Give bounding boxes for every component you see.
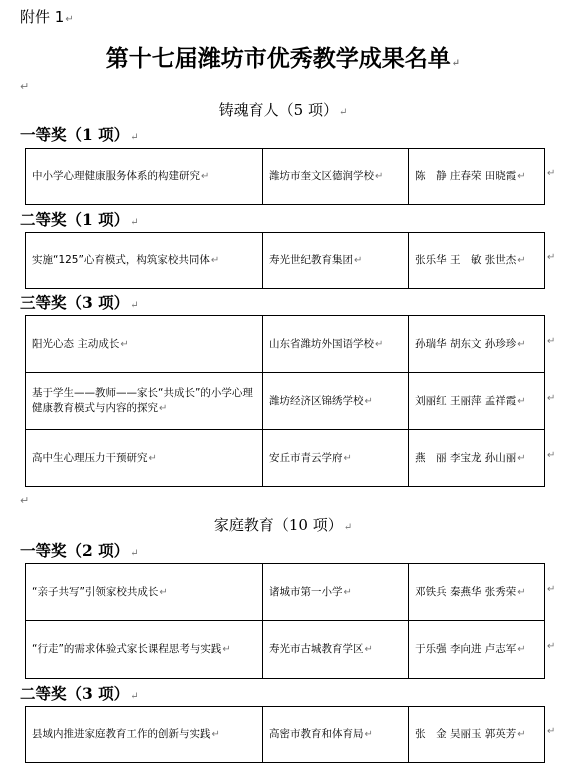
row-end-mark: ↵ — [547, 393, 556, 404]
award-level-first: 一等奖（2 项）↵ — [20, 541, 139, 560]
project-name-cell: 阳光心态 主动成长↵ — [26, 316, 263, 373]
award-level-first: 一等奖（1 项）↵ — [20, 125, 139, 144]
section-heading-soul: 铸魂育人（5 项）↵ — [218, 101, 348, 119]
award-table — [25, 563, 545, 679]
table-row — [26, 707, 545, 763]
row-end-mark: ↵ — [547, 726, 556, 737]
award-table — [25, 148, 545, 205]
attachment-label: 附件 1↵ — [20, 8, 74, 26]
table-row — [26, 430, 545, 487]
unit-cell: 高密市教育和体育局↵ — [263, 707, 409, 763]
row-end-mark: ↵ — [547, 252, 556, 263]
project-name-cell: 中小学心理健康服务体系的构建研究↵ — [26, 149, 263, 205]
paragraph-mark: ↵ — [20, 494, 30, 507]
project-name-cell: 基于学生——教师——家长“共成长”的小学心理健康教育模式与内容的探究↵ — [26, 373, 263, 430]
table-row — [26, 233, 545, 289]
members-cell: 刘丽红 王丽萍 孟祥霞↵ — [409, 373, 545, 430]
award-table — [25, 706, 545, 763]
unit-cell: 安丘市青云学府↵ — [263, 430, 409, 487]
unit-cell: 诸城市第一小学↵ — [263, 564, 409, 621]
members-cell: 于乐强 李向进 卢志军↵ — [409, 621, 545, 679]
award-level-third: 三等奖（3 项）↵ — [20, 293, 139, 312]
award-level-second: 二等奖（3 项）↵ — [20, 684, 139, 703]
members-cell: 邓铁兵 秦燕华 张秀荣↵ — [409, 564, 545, 621]
unit-cell: 潍坊市奎文区德润学校↵ — [263, 149, 409, 205]
award-table — [25, 232, 545, 289]
row-end-mark: ↵ — [547, 168, 556, 179]
members-cell: 孙瑞华 胡东文 孙珍珍↵ — [409, 316, 545, 373]
members-cell: 燕 丽 李宝龙 孙山丽↵ — [409, 430, 545, 487]
members-cell: 张乐华 王 敏 张世杰↵ — [409, 233, 545, 289]
row-end-mark: ↵ — [547, 641, 556, 652]
row-end-mark: ↵ — [547, 584, 556, 595]
members-cell: 陈 静 庄春荣 田晓霞↵ — [409, 149, 545, 205]
row-end-mark: ↵ — [547, 336, 556, 347]
project-name-cell: “行走”的需求体验式家长课程思考与实践↵ — [26, 621, 263, 679]
award-table — [25, 315, 545, 487]
unit-cell: 寿光市古城教育学区↵ — [263, 621, 409, 679]
unit-cell: 寿光世纪教育集团↵ — [263, 233, 409, 289]
project-name-cell: 高中生心理压力干预研究↵ — [26, 430, 263, 487]
members-cell: 张 金 吴丽玉 郭英芳↵ — [409, 707, 545, 763]
page-title: 第十七届潍坊市优秀教学成果名单↵ — [105, 45, 461, 72]
unit-cell: 山东省潍坊外国语学校↵ — [263, 316, 409, 373]
table-row — [26, 621, 545, 679]
award-level-second: 二等奖（1 项）↵ — [20, 210, 139, 229]
project-name-cell: 实施“125”心育模式，构筑家校共同体↵ — [26, 233, 263, 289]
table-row — [26, 564, 545, 621]
section-heading-family: 家庭教育（10 项）↵ — [213, 516, 353, 534]
table-row — [26, 149, 545, 205]
project-name-cell: “亲子共写”引领家校共成长↵ — [26, 564, 263, 621]
paragraph-mark: ↵ — [20, 80, 30, 93]
project-name-cell: 县域内推进家庭教育工作的创新与实践↵ — [26, 707, 263, 763]
row-end-mark: ↵ — [547, 450, 556, 461]
table-row — [26, 316, 545, 373]
table-row — [26, 373, 545, 430]
unit-cell: 潍坊经济区锦绣学校↵ — [263, 373, 409, 430]
